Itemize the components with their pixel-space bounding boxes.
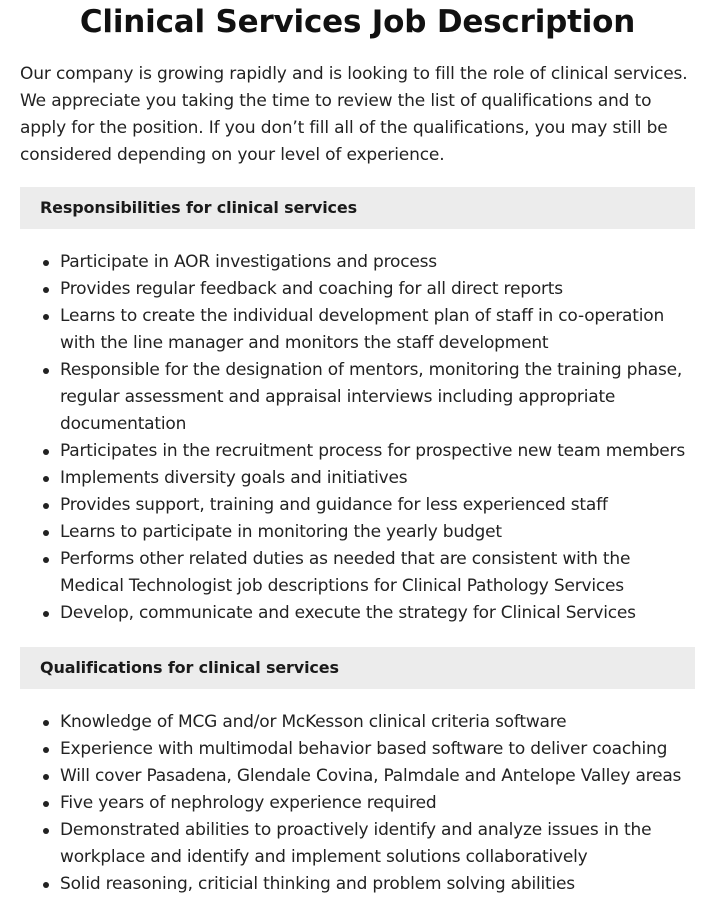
list-item: Knowledge of MCG and/or McKesson clinical criteria software <box>60 709 695 736</box>
list-item: Experience with multimodal behavior based software to deliver coaching <box>60 736 695 763</box>
list-item: Provides support, training and guidance for less experienced staff <box>60 492 695 519</box>
responsibilities-list <box>20 249 695 627</box>
list-item: Develop, communicate and execute the strategy for Clinical Services <box>60 600 695 627</box>
list-item: Performs other related duties as needed that are consistent with the Medical Technologist job descriptions for Clinical Pathology Services <box>60 546 695 600</box>
page-title: Clinical Services Job Description <box>79 4 636 40</box>
intro-paragraph: Our company is growing rapidly and is looking to fill the role of clinical services. We appreciate you taking the time to review the list of qualifications and to apply for the position. If you don’t fill all of the qualifications, you may still be considered depending on your level of experience. <box>20 64 688 165</box>
list-item: Participates in the recruitment process for prospective new team members <box>60 438 695 465</box>
qualifications-list <box>20 709 695 898</box>
list-item: Responsible for the designation of mentors, monitoring the training phase, regular assessment and appraisal interviews including appropriate documentation <box>60 357 695 438</box>
list-item: Participate in AOR investigations and process <box>60 249 695 276</box>
list-item: Solid reasoning, criticial thinking and problem solving abilities <box>60 871 695 898</box>
responsibilities-heading: Responsibilities for clinical services <box>20 187 695 229</box>
list-item: Learns to create the individual development plan of staff in co-operation with the line manager and monitors the staff development <box>60 303 695 357</box>
list-item: Learns to participate in monitoring the yearly budget <box>60 519 695 546</box>
list-item: Provides regular feedback and coaching for all direct reports <box>60 276 695 303</box>
list-item: Five years of nephrology experience required <box>60 790 695 817</box>
qualifications-heading: Qualifications for clinical services <box>20 647 695 689</box>
list-item: Will cover Pasadena, Glendale Covina, Palmdale and Antelope Valley areas <box>60 763 695 790</box>
list-item: Implements diversity goals and initiatives <box>60 465 695 492</box>
list-item: Demonstrated abilities to proactively identify and analyze issues in the workplace and identify and implement solutions collaboratively <box>60 817 695 871</box>
